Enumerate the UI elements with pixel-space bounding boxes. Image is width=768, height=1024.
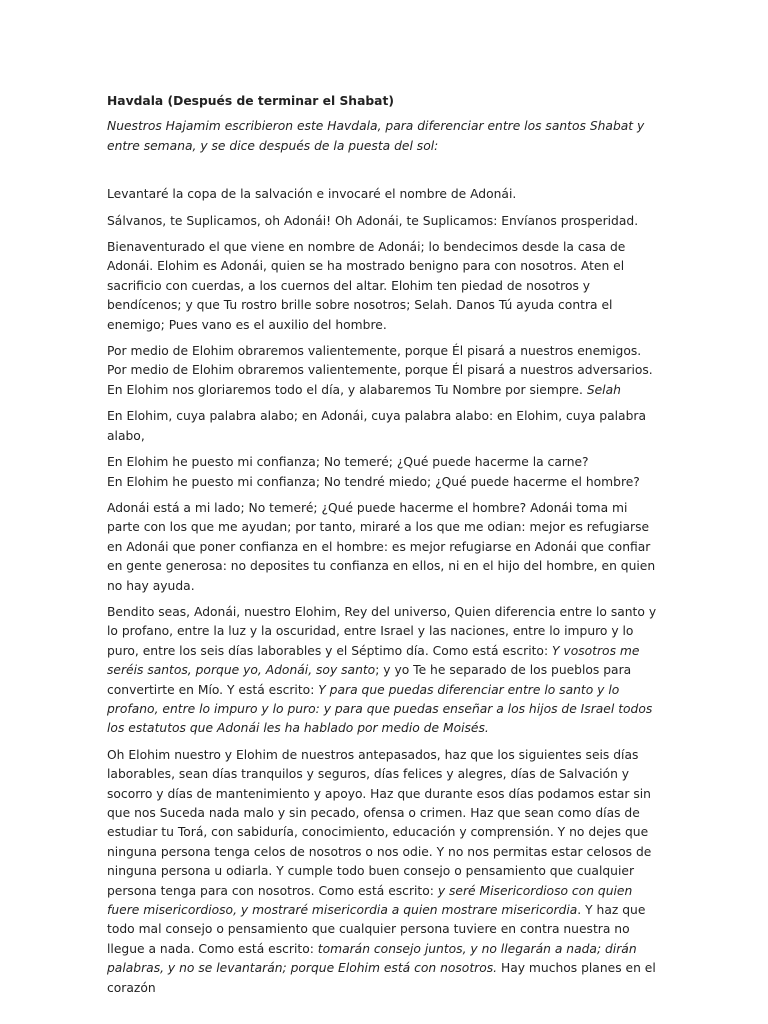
paragraph-5: En Elohim, cuya palabra alabo; en Adonái, cuya palabra alabo: en Elohim, cuya palabra alabo, [107, 409, 646, 443]
paragraph-9-quote-2: tomarán consejo juntos, y no llegarán a nada; dirán palabras, y no se levantarán; porque Elohim está con nosotros. [107, 941, 637, 976]
paragraph-9-part-c: . Y haz que todo mal consejo o pensamiento que cualquier persona tuviere en contra nuestra no llegue a nada. Como está escrito: [107, 903, 646, 956]
paragraph-4 [107, 342, 662, 400]
paragraph-9-quote-1: y seré Misericordioso con quien fuere misericordioso, y mostraré misericordia a quien mostrare misericordia [107, 883, 633, 918]
paragraph-2: Sálvanos, te Suplicamos, oh Adonái! Oh Adonái, te Suplicamos: Envíanos prosperidad. [107, 213, 639, 228]
paragraph-4-line-1: Por medio de Elohim obraremos valientemente, porque Él pisará a nuestros enemigos. [107, 344, 642, 359]
paragraph-4-line-3 [107, 381, 662, 400]
paragraph-6-line-1: En Elohim he puesto mi confianza; No temeré; ¿Qué puede hacerme la carne? [107, 455, 589, 470]
paragraph-4-line-3-text: En Elohim nos gloriaremos todo el día, y alabaremos Tu Nombre por siempre. [107, 382, 587, 397]
document-title: Havdala (Después de terminar el Shabat) [107, 94, 394, 108]
paragraph-3: Bienaventurado el que viene en nombre de Adonái; lo bendecimos desde la casa de Adonái. Elohim es Adonái, quien se ha mostrado benigno para con nosotros. Aten el sacrificio con cuerdas, a los cuernos del altar. Elohim ten piedad de nosotros y bendícenos; y que Tu rostro brille sobre nosotros; Selah. Danos Tú ayuda contra el enemigo; Pues vano es el auxilio del hombre. [107, 240, 626, 332]
paragraph-8-part-c: ; y yo Te he separado de los pueblos para convertirte en Mío. Y está escrito: [107, 663, 632, 697]
paragraph-9-part-e: Hay muchos planes en el corazón [107, 961, 656, 995]
paragraph-7: Adonái está a mi lado; No temeré; ¿Qué puede hacerme el hombre? Adonái toma mi parte con los que me ayudan; por tanto, miraré a los que me odian: mejor es refugiarse en Adonái que poner confianza en el hombre: es mejor refugiarse en Adonái que confiar en gente generosa: no deposites tu confianza en ellos, ni en el hijo del hombre, en quien no hay ayuda. [107, 500, 656, 593]
paragraph-9 [107, 746, 662, 998]
paragraph-1: Levantaré la copa de la salvación e invocaré el nombre de Adonái. [107, 187, 517, 202]
paragraph-6 [107, 453, 662, 492]
paragraph-8-quote-1: Y vosotros me seréis santos, porque yo, Adonái, soy santo [107, 643, 640, 678]
paragraph-9-part-a: Oh Elohim nuestro y Elohim de nuestros antepasados, haz que los siguientes seis días laborables, sean días tranquilos y seguros, días felices y alegres, días de Salvación y socorro y días de mantenimiento y apoyo. Haz que durante esos días podamos estar sin que nos Suceda nada malo y sin pecado, ofensa o crimen. Haz que sean como días de estudiar tu Torá, con sabiduría, conocimiento, educación y comprensión. Y no dejes que ninguna persona tenga celos de nosotros o nos odie. Y no nos permitas estar celosos de ninguna persona u odiarla. Y cumple todo buen consejo o pensamiento que cualquier persona tenga para con nosotros. Como está escrito: [107, 747, 652, 898]
paragraph-8 [107, 603, 662, 739]
selah-text: Selah [586, 382, 621, 397]
intro-paragraph: Nuestros Hajamim escribieron este Havdala, para diferenciar entre los santos Shabat y entre semana, y se dice después de la puesta del sol: [107, 119, 645, 153]
document-page [107, 92, 662, 1005]
paragraph-6-line-2: En Elohim he puesto mi confianza; No tendré miedo; ¿Qué puede hacerme el hombre? [107, 474, 640, 489]
paragraph-4-line-2: Por medio de Elohim obraremos valientemente, porque Él pisará a nuestros adversarios. [107, 363, 653, 378]
paragraph-8-part-a: Bendito seas, Adonái, nuestro Elohim, Rey del universo, Quien diferencia entre lo santo y lo profano, entre la luz y la oscuridad, entre Israel y las naciones, entre lo impuro y lo puro, entre los seis días laborables y el Séptimo día. Como está escrito: [107, 604, 657, 658]
paragraph-8-quote-2: Y para que puedas diferenciar entre lo santo y lo profano, entre lo impuro y lo puro: y para que puedas enseñar a los hijos de Israel todos los estatutos que Adonái les ha hablado por medio de Moisés. [107, 682, 653, 736]
